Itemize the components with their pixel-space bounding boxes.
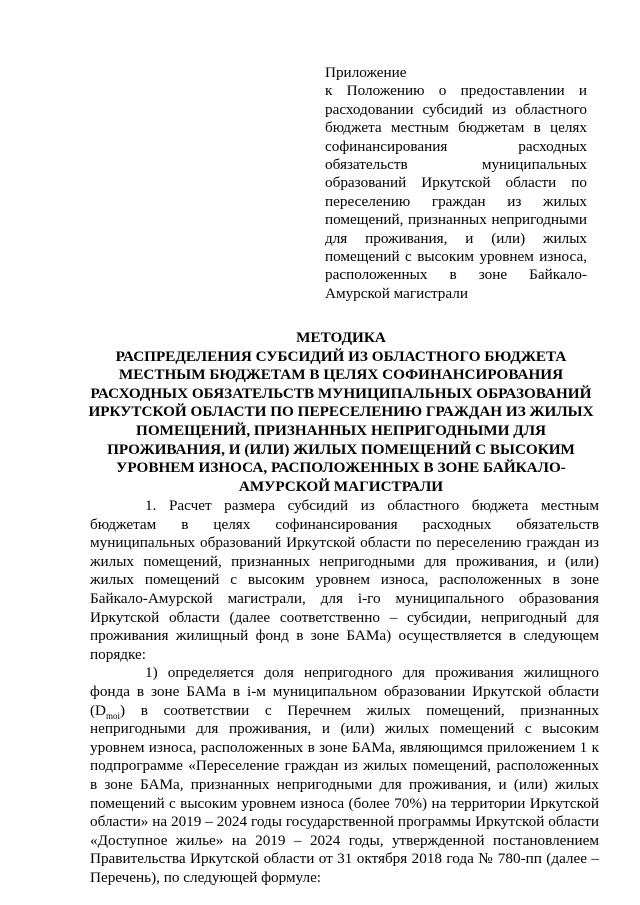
appendix-text: к Положению о предоставлении и расходовании субсидий из областного бюджета местным бюджетам в целях софинансирования расходных обязательств муниципальных образований Иркутской области по переселению граждан из жилых помещений, признанных непригодными для проживания, и (или) жилых помещений с высоким уровнем износа, расположенных в зоне Байкало-Амурской магистрали xyxy=(325,82,587,302)
title-line-subject: РАСПРЕДЕЛЕНИЯ СУБСИДИЙ ИЗ ОБЛАСТНОГО БЮДЖЕТА МЕСТНЫМ БЮДЖЕТАМ В ЦЕЛЯХ СОФИНАНСИРОВАНИЯ РАСХОДНЫХ ОБЯЗАТЕЛЬСТВ МУНИЦИПАЛЬНЫХ ОБРАЗОВАНИЙ ИРКУТСКОЙ ОБЛАСТИ ПО ПЕРЕСЕЛЕНИЮ ГРАЖДАН ИЗ ЖИЛЫХ ПОМЕЩЕНИЙ, ПРИЗНАННЫХ НЕПРИГОДНЫМИ ДЛЯ ПРОЖИВАНИЯ, И (ИЛИ) ЖИЛЫХ ПОМЕЩЕНИЙ С ВЫСОКИМ УРОВНЕМ ИЗНОСА, РАСПОЛОЖЕННЫХ В ЗОНЕ БАЙКАЛО-АМУРСКОЙ МАГИСТРАЛИ xyxy=(88,347,594,495)
title-line-methodology: МЕТОДИКА xyxy=(296,329,386,346)
appendix-block xyxy=(325,64,587,303)
body-text xyxy=(90,497,599,887)
paragraph-1: 1. Расчет размера субсидий из областного бюджета местным бюджетам в целях софинансирования расходных обязательств муниципальных образований Иркутской области по переселению граждан из жилых помещений, признанных непригодными для проживания, и (или) жилых помещений с высоким уровнем износа, расположенных в зоне Байкало-Амурской магистрали, для i-го муниципального образования Иркутской области (далее соответственно – субсидии, непригодный для проживания жилищный фонд в зоне БАМа) осуществляется в следующем порядке: xyxy=(90,497,599,663)
paragraph-2 xyxy=(90,664,599,887)
formula-subscript: moi xyxy=(106,710,121,721)
paragraph-2-end: ) в соответствии с Перечнем жилых помещений, признанных непригодными для проживания, и (или) жилых помещений с высоким уровнем износа, расположенных в зоне БАМа, являющимся приложением 1 к подпрограмме «Переселение граждан из жилых помещений, расположенных в зоне БАМа, признанных непригодными для проживания, и (или) жилых помещений с высоким уровнем износа (более 70%) на территории Иркутской области» на 2019 – 2024 годы государственной программы Иркутской области «Доступное жилье» на 2019 – 2024 годы, утвержденной постановлением Правительства Иркутской области от 31 октября 2018 года № 780-пп (далее – Перечень), по следующей формуле: xyxy=(90,701,599,886)
appendix-heading: Приложение xyxy=(325,64,407,81)
paragraph-2-start: 1) определяется доля непригодного для проживания жилищного фонда в зоне БАМа в i-м муниципальном образовании Иркутской области (D xyxy=(90,664,599,719)
document-title xyxy=(80,329,602,496)
